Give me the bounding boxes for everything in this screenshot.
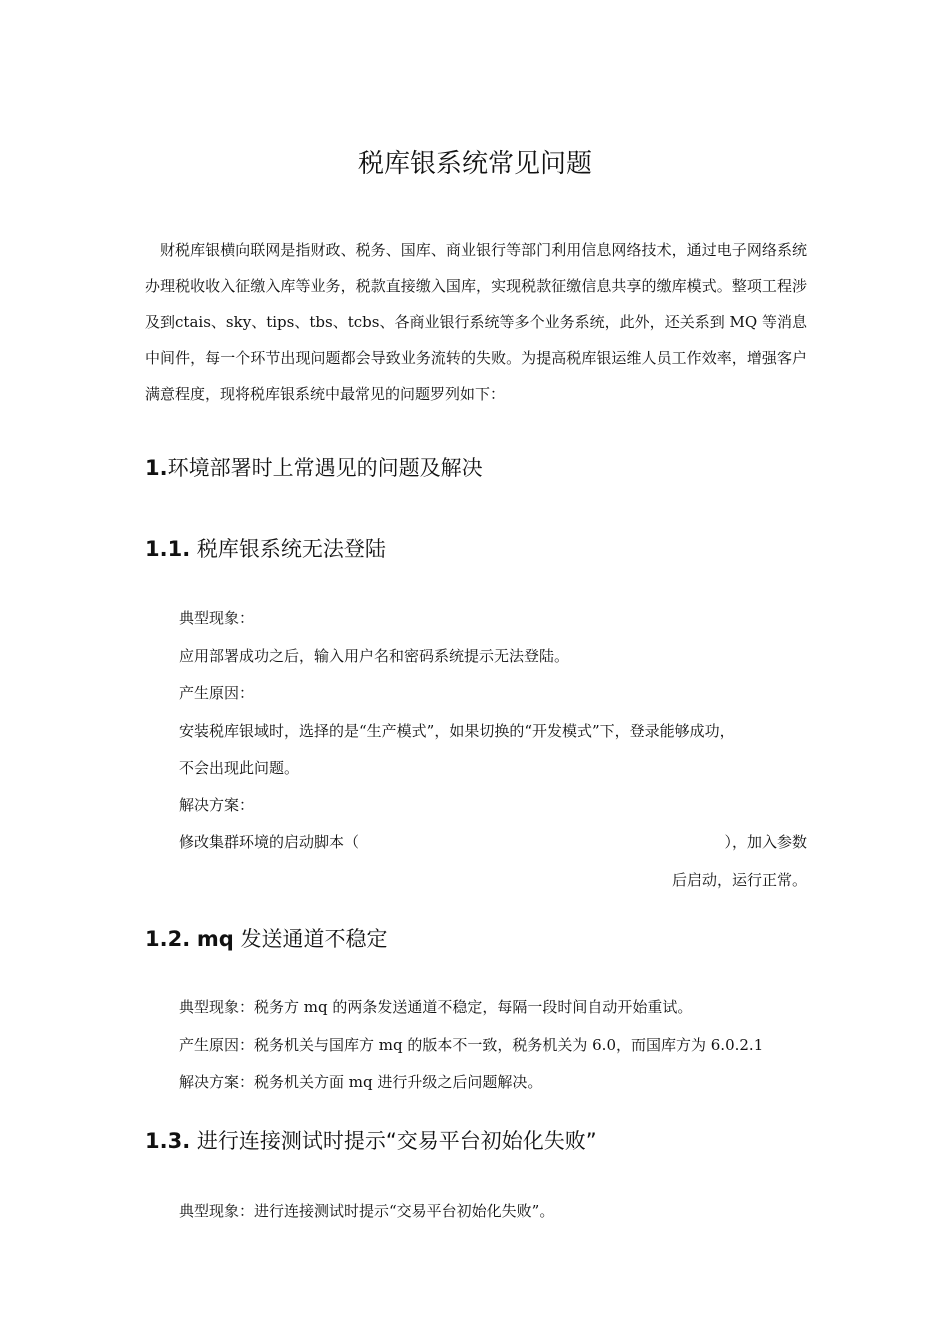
section-1-1-title: 税库银系统无法登陆 xyxy=(196,537,386,561)
section-1-1-solution-line-1-start: 修改集群环境的启动脚本（ xyxy=(179,833,360,851)
section-1-1-phenomenon: 应用部署成功之后，输入用户名和密码系统提示无法登陆。 xyxy=(179,647,570,665)
section-1-title: 环境部署时上常遇见的问题及解决 xyxy=(167,456,483,480)
section-1-1-cause-line-1: 安装税库银域时，选择的是“生产模式”，如果切换的“开发模式”下，登录能够成功， xyxy=(179,722,735,740)
section-1-1-phenomenon-label: 典型现象： xyxy=(179,609,255,627)
section-1-2-number: 1.2. xyxy=(145,927,191,951)
section-1-2-phenomenon: 典型现象：税务方 mq 的两条发送通道不稳定，每隔一段时间自动开始重试。 xyxy=(179,998,693,1016)
section-1-1-cause-line-2: 不会出现此问题。 xyxy=(179,759,300,777)
section-1-3-number: 1.3. xyxy=(145,1129,191,1153)
section-1-2-heading xyxy=(145,924,387,954)
document-title: 税库银系统常见问题 xyxy=(357,149,592,179)
section-1-1-number: 1.1. xyxy=(145,537,191,561)
section-1-1-solution-line-1-end: ），加入参数 xyxy=(724,833,807,851)
section-1-1-heading xyxy=(145,534,386,564)
section-1-number: 1. xyxy=(145,456,168,480)
section-1-3-title: 进行连接测试时提示“交易平台初始化失败” xyxy=(196,1129,597,1153)
section-1-heading xyxy=(145,453,483,483)
intro-paragraph: 财税库银横向联网是指财政、税务、国库、商业银行等部门利用信息网络技术，通过电子网络系统办理税收收入征缴入库等业务，税款直接缴入国库，实现税款征缴信息共享的缴库模式。整项工程涉及到ctais、sky、tips、tbs、tcbs、各商业银行系统等多个业务系统，此外，还关系到 MQ 等消息中间件，每一个环节出现问题都会导致业务流转的失败。为提高税库银运维人员工作效率，增强客户满意程度，现将税库银系统中最常见的问题罗列如下： xyxy=(145,241,807,403)
section-1-1-solution-line-2: 后启动，运行正常。 xyxy=(671,871,807,889)
section-1-3-phenomenon: 典型现象：进行连接测试时提示“交易平台初始化失败”。 xyxy=(179,1202,555,1220)
section-1-2-solution: 解决方案：税务机关方面 mq 进行升级之后问题解决。 xyxy=(179,1073,543,1091)
section-1-2-title-code: mq xyxy=(196,927,234,951)
section-1-2-title: 发送通道不稳定 xyxy=(240,927,388,951)
section-1-1-solution-label: 解决方案： xyxy=(179,796,255,814)
section-1-1-cause-label: 产生原因： xyxy=(179,684,255,702)
section-1-2-cause: 产生原因：税务机关与国库方 mq 的版本不一致，税务机关为 6.0，而国库方为 6.0.2.1 xyxy=(179,1036,764,1054)
section-1-3-heading xyxy=(145,1126,597,1156)
